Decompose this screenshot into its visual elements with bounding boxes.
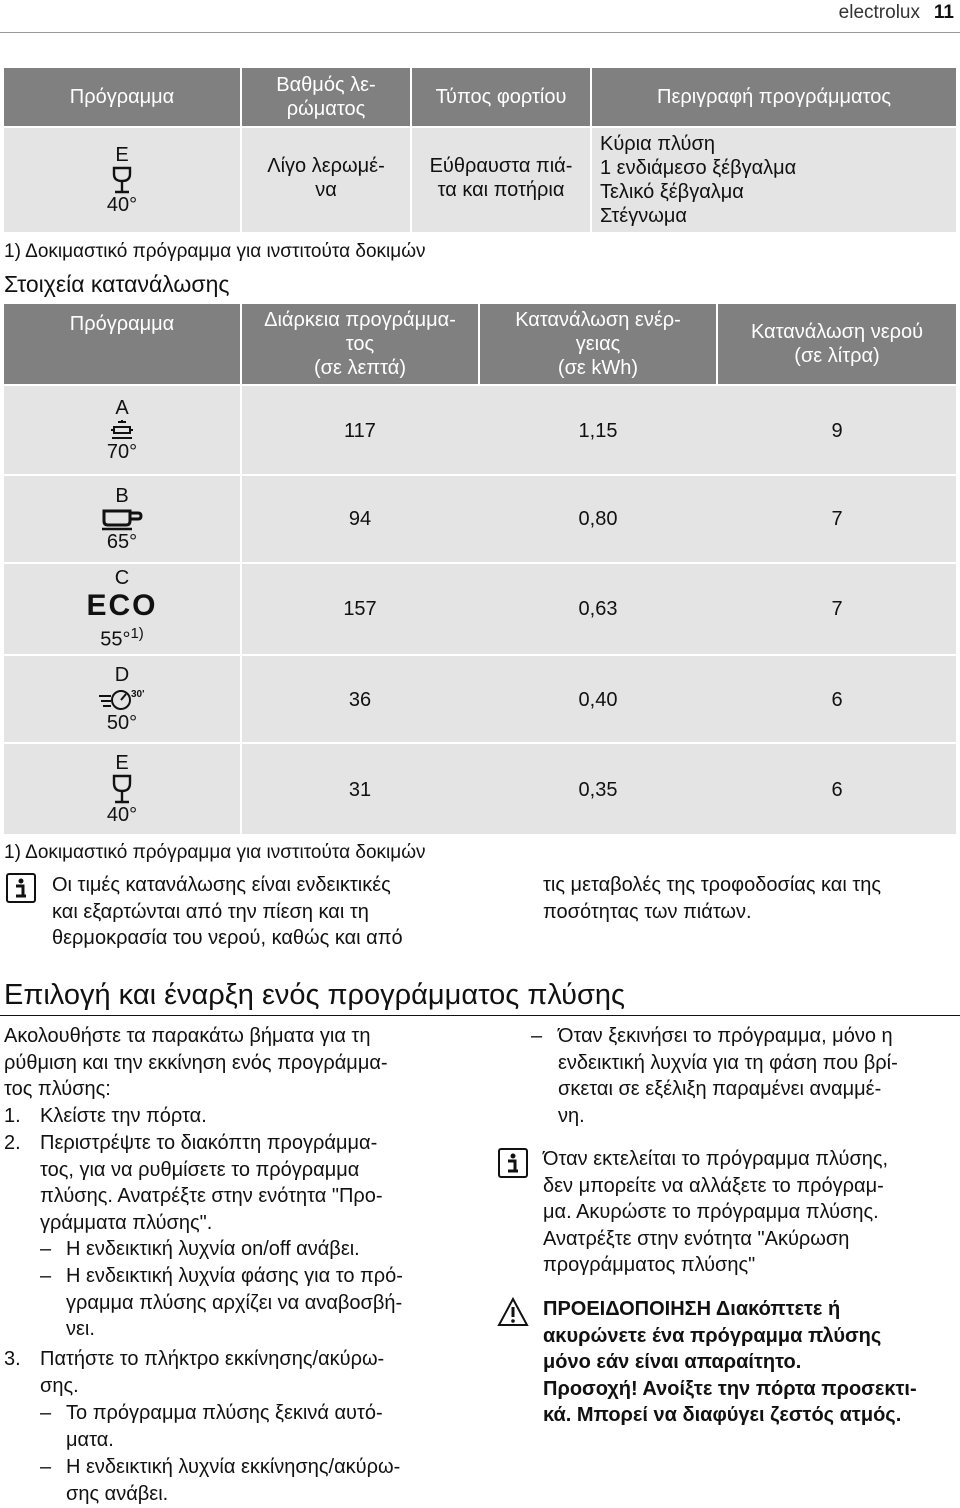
energy-value: 0,35	[578, 779, 618, 801]
section-divider	[0, 1015, 960, 1016]
table2-header-energy: Κατανάλωση ενέρ- γειας (σε kWh)	[480, 304, 716, 384]
energy-value: 0,80	[578, 508, 618, 530]
dash-marker: –	[40, 1402, 52, 1424]
table1-header-soil: Βαθμός λε- ρώματος	[242, 68, 410, 126]
table1-load-cell: Εύθραυστα πιά- τα και ποτήρια	[412, 128, 590, 232]
wine-glass-icon	[111, 774, 133, 804]
info-note-cancel: Όταν εκτελείται το πρόγραμμα πλύσης, δεν μπορείτε να αλλάξετε το πρόγραμ- μα. Ακυρώστε το πρόγραμμα πλύσης. Ανατρέξτε στην ενότητα "Ακύρωση προγράμματος πλύσης"	[543, 1148, 889, 1276]
program-letter: E	[115, 752, 129, 774]
step-3-bullet-1: Το πρόγραμμα πλύσης ξεκινά αυτό- ματα.	[66, 1402, 383, 1451]
warning-text: ΠΡΟΕΙΔΟΠΟΙΗΣΗ Διακόπτετε ή ακυρώνετε ένα πρόγραμμα πλύσης μόνο εάν είναι απαραίτητο. Προσοχή! Ανοίξτε την πόρτα προσεκτι- κά. Μπορεί να διαφύγει ζεστός ατμός.	[543, 1298, 917, 1426]
footnote-2: 1) Δοκιμαστικό πρόγραμμα για ινστιτούτα δοκιμών	[4, 842, 426, 863]
duration-value: 117	[344, 420, 376, 442]
program-letter: D	[114, 664, 130, 686]
consumption-title: Στοιχεία κατανάλωσης	[4, 271, 230, 297]
table2-header-program: Πρόγραμμα	[4, 304, 240, 384]
wine-glass-icon	[110, 166, 134, 194]
info-icon	[498, 1148, 528, 1178]
energy-value: 0,40	[578, 689, 618, 711]
table1-header-load: Τύπος φορτίου	[412, 68, 590, 126]
dash-marker: –	[531, 1025, 543, 1047]
duration-value: 157	[343, 598, 377, 620]
step-2-bullet-2: Η ενδεικτική λυχνία φάσης για το πρό- γραμμα πλύσης αρχίζει να αναβοσβή- νει.	[66, 1265, 403, 1340]
table1-header-program: Πρόγραμμα	[4, 68, 240, 126]
dash-marker: –	[40, 1456, 52, 1478]
step-number: 2.	[4, 1132, 21, 1154]
table1-header-description: Περιγραφή προγράμματος	[592, 68, 956, 126]
energy-value: 1,15	[578, 420, 618, 442]
pots-icon	[109, 419, 135, 441]
eco-icon: ECO	[86, 589, 158, 623]
phase-light-note: Όταν ξεκινήσει το πρόγραμμα, μόνο η ενδεικτική λυχνία για τη φάση που βρί- σκεται σε εξέλιξη παραμένει αναμμέ- νη.	[558, 1025, 898, 1127]
table2-row-program	[4, 476, 240, 562]
warning-icon	[497, 1297, 529, 1327]
step-number: 3.	[4, 1348, 21, 1370]
duration-value: 36	[348, 689, 372, 711]
table1-soil-cell: Λίγο λερωμέ- να	[242, 128, 410, 232]
info-note-right: τις μεταβολές της τροφοδοσίας και της ποσότητας των πιάτων.	[543, 874, 882, 923]
pan-icon	[100, 507, 144, 531]
quick-30-icon	[97, 686, 147, 712]
step-1: Κλείστε την πόρτα.	[40, 1105, 207, 1127]
program-temp: 65°	[106, 531, 138, 553]
step-3: Πατήστε το πλήκτρο εκκίνησης/ακύρω- σης.	[40, 1348, 385, 1397]
section-title: Επιλογή και έναρξη ενός προγράμματος πλύσης	[4, 979, 625, 1011]
energy-value: 0,63	[578, 598, 618, 620]
footnote-1: 1) Δοκιμαστικό πρόγραμμα για ινστιτούτα δοκιμών	[4, 241, 426, 262]
quick-30-label: 30'	[131, 689, 145, 700]
table2-row-program	[4, 744, 240, 834]
step-number: 1.	[4, 1105, 21, 1127]
info-note-left: Οι τιμές κατανάλωσης είναι ενδεικτικές και εξαρτώνται από την πίεση και τη θερμοκρασία του νερού, καθώς και από	[52, 874, 403, 949]
program-temp: 40°	[106, 804, 138, 826]
water-value: 6	[831, 779, 843, 801]
duration-value: 31	[348, 779, 372, 801]
table2-row-program	[4, 386, 240, 474]
table2-header-duration: Διάρκεια προγράμμα- τος (σε λεπτά)	[242, 304, 478, 384]
program-temp: 70°	[106, 441, 138, 463]
program-letter: E	[115, 144, 129, 166]
duration-value: 94	[348, 508, 372, 530]
water-value: 7	[831, 598, 843, 620]
info-icon	[6, 873, 36, 903]
table2-row-program	[4, 656, 240, 742]
program-letter: A	[115, 397, 129, 419]
brand-name: electrolux	[838, 2, 920, 23]
program-temp: 40°	[106, 194, 138, 216]
step-2: Περιστρέψτε το διακόπτη προγράμμα- τος, για να ρυθμίσετε το πρόγραμμα πλύσης. Ανατρέξτε στην ενότητα "Προ- γράμματα πλύσης".	[40, 1132, 383, 1234]
program-temp	[100, 623, 144, 651]
program-letter: B	[115, 485, 129, 507]
dash-marker: –	[40, 1238, 52, 1260]
header-divider	[0, 32, 960, 33]
table2-header-water: Κατανάλωση νερού (σε λίτρα)	[718, 304, 956, 384]
dash-marker: –	[40, 1265, 52, 1287]
step-3-bullet-2: Η ενδεικτική λυχνία εκκίνησης/ακύρω- σης ανάβει.	[66, 1456, 401, 1505]
footnote-marker: 1)	[130, 625, 144, 643]
steps-intro: Ακολουθήστε τα παρακάτω βήματα για τη ρύθμιση και την εκκίνηση ενός προγράμμα- τος πλύσης:	[4, 1025, 388, 1100]
page-number: 11	[933, 2, 954, 23]
water-value: 6	[831, 689, 843, 711]
water-value: 9	[831, 420, 843, 442]
table1-description-cell: Κύρια πλύση 1 ενδιάμεσο ξέβγαλμα Τελικό ξέβγαλμα Στέγνωμα	[592, 128, 956, 232]
program-temp: 50°	[106, 712, 138, 734]
step-2-bullet-1: Η ενδεικτική λυχνία on/off ανάβει.	[66, 1238, 360, 1260]
program-temp-value: 55°	[100, 628, 131, 651]
program-letter: C	[114, 567, 130, 590]
table2-row-program	[4, 564, 240, 654]
table1-program-cell	[4, 128, 240, 232]
water-value: 7	[831, 508, 843, 530]
